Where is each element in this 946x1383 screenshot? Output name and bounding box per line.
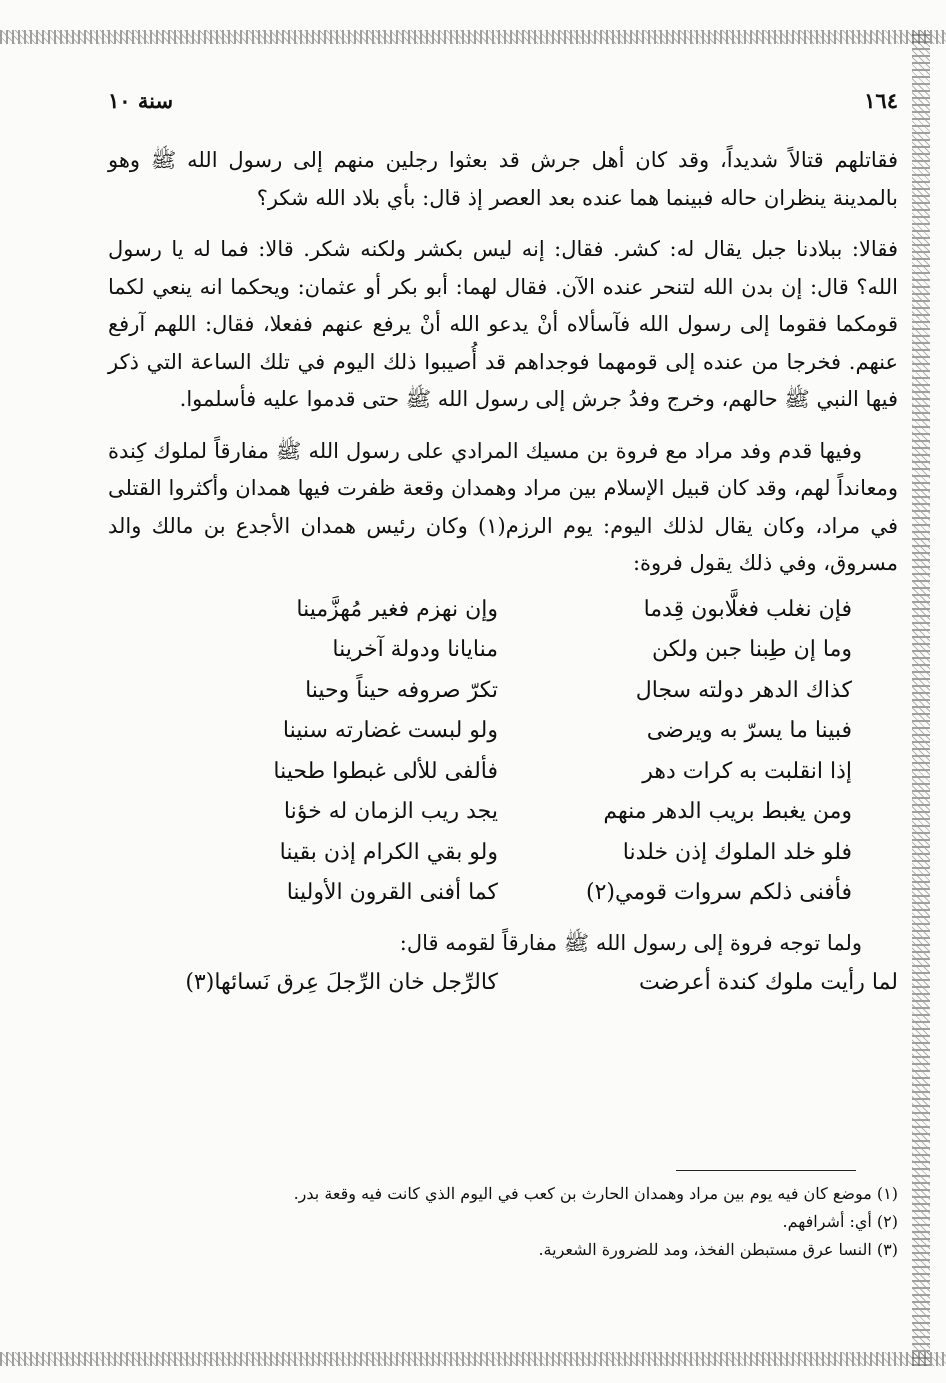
poem-verse	[108, 880, 898, 921]
final-verse	[108, 970, 898, 1011]
verse-second-hemistich: ولو بقي الكرام إذن بقينا	[279, 839, 498, 865]
verse-second-hemistich: يجد ريب الزمان له خؤنا	[283, 799, 498, 824]
poem-verse	[108, 840, 898, 881]
page-body	[108, 88, 898, 1010]
paragraph-3: وفيها قدم وفد مراد مع فروة بن مسيك المرادي على رسول الله ﷺ مفارقاً لملوك كِندة ومعانداً لهم، وقد كان قبيل الإسلام بين مراد وهمدان وقعة ظفرت فيها همدان وأكثروا القتلى في مراد، وكان يقال لذلك اليوم: يوم الرزم(١) وكان رئيس همدان الأجدع بن مالك والد مسروق، وفي ذلك يقول فروة:	[108, 438, 898, 575]
verse-second-hemistich: فألفى للألى غبطوا طحينا	[273, 758, 498, 784]
footnotes	[108, 1180, 898, 1264]
verse-first-hemistich: لما رأيت ملوك كندة أعرضت	[639, 969, 898, 995]
verse-second-hemistich: كالرِّجل خان الرِّجلَ عِرق نَسائها(٣)	[185, 969, 498, 995]
verse-first-hemistich: فبينا ما يسرّ به ويرضى	[646, 718, 852, 743]
verse-first-hemistich: ومن يغبط بريب الدهر منهم	[603, 799, 852, 824]
footnote-1: (١) موضع كان فيه يوم بين مراد وهمدان الحارث بن كعب في اليوم الذي كانت فيه وقعة بدر.	[293, 1184, 898, 1203]
poem-verse	[108, 678, 898, 719]
verse-first-hemistich: وما إن طِبنا جبن ولكن	[651, 637, 852, 662]
footnote-3: (٣) النسا عرق مستبطن الفخذ، ومد للضرورة الشعرية.	[538, 1240, 898, 1259]
verse-second-hemistich: تكرّ صروفه حيناً وحينا	[305, 677, 498, 703]
poem-verse	[108, 718, 898, 759]
verse-second-hemistich: وإن نهزم فغير مُهزَّمينا	[296, 596, 498, 622]
verse-second-hemistich: منايانا ودولة آخرينا	[332, 637, 498, 662]
poem-verse	[108, 759, 898, 800]
footnote-separator	[676, 1170, 856, 1171]
poem-verse	[108, 799, 898, 840]
intro-line: ولما توجه فروة إلى رسول الله ﷺ مفارقاً لقومه قال:	[399, 930, 862, 955]
paragraph-1: فقاتلهم قتالاً شديداً، وقد كان أهل جرش قد بعثوا رجلين منهم إلى رسول الله ﷺ وهو بالمدينة ينظران حاله فبينما هما عنده بعد العصر إذ قال: بأي بلاد الله شكر؟	[108, 148, 898, 210]
footnote-2: (٢) أي: أشرافهم.	[782, 1212, 898, 1231]
verse-second-hemistich: كما أفنى القرون الأولينا	[286, 880, 498, 905]
verse-first-hemistich: فإن نغلب فغلَّابون قِدما	[643, 596, 852, 622]
poem	[108, 597, 898, 921]
decorative-border-right	[912, 30, 930, 1366]
verse-first-hemistich: كذاك الدهر دولته سجال	[635, 677, 852, 703]
verse-first-hemistich: فأفنى ذلكم سروات قومي(٢)	[585, 880, 852, 905]
decorative-border-top	[0, 30, 946, 44]
paragraph-2: فقالا: ببلادنا جبل يقال له: كشر. فقال: إنه ليس بكشر ولكنه شكر. قالا: فما له يا رسول الله؟ قال: إن بدن الله لتنحر عنده الآن. فقال لهما: أبو بكر أو عثمان: ويحكما انه ينعي لكما قومكما فقوما إلى رسول الله فآسألاه أنْ يدعو الله أنْ يرفع عنهم ففعلا، فقال: اللهم آرفع عنهم. فخرجا من عنده إلى قومهما فوجداهم قد أُصيبوا ذلك اليوم في تلك الساعة التي ذكر فيها النبي ﷺ حالهم، وخرج وفدُ جرش إلى رسول الله ﷺ حتى قدموا عليه فأسلموا.	[108, 237, 898, 411]
poem-verse	[108, 637, 898, 678]
poem-verse	[108, 597, 898, 638]
page-header	[108, 88, 898, 124]
verse-second-hemistich: ولو لبست غضارته سنينا	[282, 718, 498, 743]
decorative-border-bottom	[0, 1352, 946, 1366]
section-title: سنة ١٠	[108, 88, 174, 113]
page-number: ١٦٤	[864, 88, 898, 113]
verse-first-hemistich: إذا انقلبت به كرات دهر	[642, 758, 852, 784]
verse-first-hemistich: فلو خلد الملوك إذن خلدنا	[622, 839, 852, 865]
